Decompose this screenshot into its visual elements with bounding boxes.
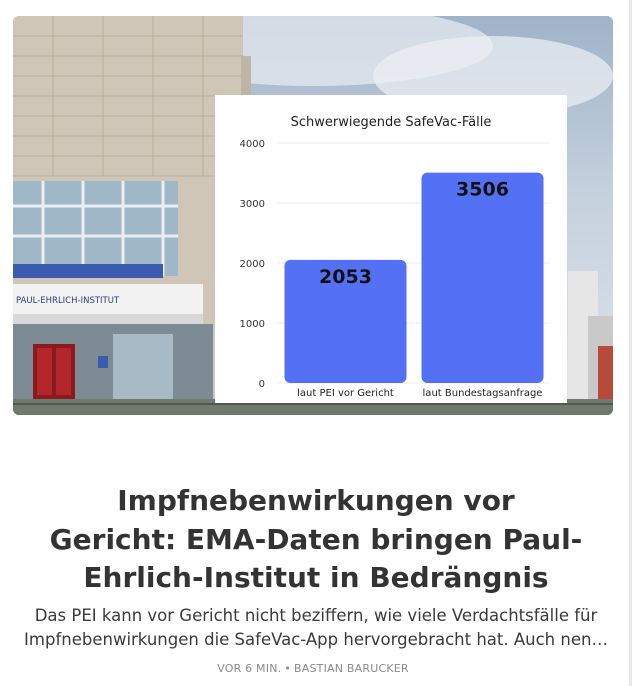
- article-image[interactable]: [13, 16, 613, 415]
- article-excerpt: [22, 604, 610, 652]
- bar: [422, 173, 544, 383]
- chart-panel: [215, 95, 567, 403]
- headline-line: Gericht: EMA-Daten bringen Paul-: [49, 522, 583, 556]
- building-sign-text: PAUL-EHRLICH-INSTITUT: [16, 296, 120, 306]
- x-tick-label: laut Bundestagsanfrage: [422, 388, 543, 399]
- headline-line: Ehrlich-Institut in Bedrängnis: [83, 561, 549, 594]
- y-tick-label: 1000: [239, 319, 265, 330]
- x-tick-label: laut PEI vor Gericht: [297, 388, 394, 399]
- data-label: 2053: [319, 265, 372, 288]
- article-author[interactable]: BASTIAN BARUCKER: [294, 662, 409, 675]
- data-label: 3506: [456, 178, 509, 201]
- article-meta: [0, 662, 626, 675]
- chart-title: Schwerwiegende SafeVac-Fälle: [290, 115, 492, 130]
- meta-separator: •: [284, 662, 292, 675]
- y-tick-label: 4000: [239, 139, 265, 150]
- article-headline[interactable]: [20, 482, 612, 598]
- y-tick-label: 3000: [239, 199, 265, 210]
- y-tick-label: 2000: [239, 259, 265, 270]
- excerpt-line: Das PEI kann vor Gericht nicht beziffern, wie viele Verdachtsfälle für: [34, 606, 598, 625]
- bar-chart: [215, 95, 567, 403]
- headline-line: Impfnebenwirkungen vor: [117, 484, 515, 517]
- article-time: VOR 6 MIN.: [217, 662, 282, 675]
- excerpt-line: Impfnebenwirkungen die SafeVac-App hervorgebracht hat. Auch nen…: [24, 630, 608, 649]
- y-tick-label: 0: [258, 379, 265, 390]
